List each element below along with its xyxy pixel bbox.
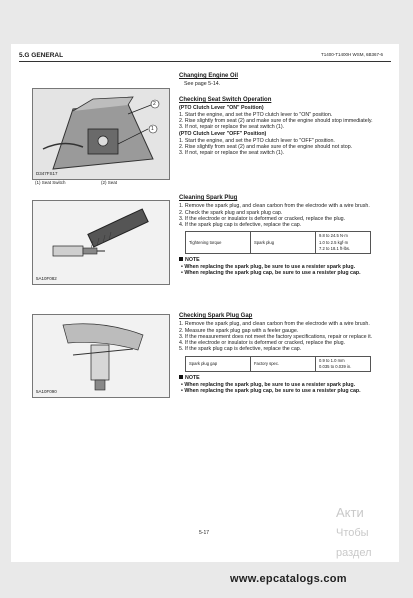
- step: 4. If the electrode or insulator is deformed or cracked, replace the plug.: [179, 340, 346, 347]
- engine-oil-text: See page 5-14.: [184, 81, 221, 88]
- figure-code: D347FS17: [36, 171, 58, 176]
- note-square-icon: [179, 257, 183, 261]
- section-engine-oil: [179, 73, 379, 88]
- site-url[interactable]: www.epcatalogs.com: [230, 573, 347, 585]
- step: 1. Remove the spark plug, and clean carbon from the electrode with a wire brush.: [179, 203, 370, 210]
- engine-oil-title: Changing Engine Oil: [179, 73, 238, 79]
- note-item: • When replacing the spark plug cap, be sure to use a resister plug cap.: [181, 269, 361, 276]
- note-text: When replacing the spark plug, be sure to use a resister spark plug.: [184, 263, 356, 270]
- watermark-line: Акти: [336, 505, 364, 520]
- note-label: NOTE: [185, 375, 200, 382]
- spark-plug-gap-figure: [32, 314, 170, 398]
- note-square-icon: [179, 375, 183, 379]
- model-code: T1400-T1400H WSM, 6B367-6: [320, 52, 383, 57]
- pto-on-steps: [179, 112, 379, 131]
- step: 3. If the electrode or insulator is deformed or cracked, replace the plug.: [179, 215, 346, 222]
- spark-plug-brush-illustration: [33, 201, 169, 284]
- step: 1. Start the engine, and set the PTO clutch lever to "ON" position.: [179, 111, 333, 118]
- cleaning-steps: [179, 203, 379, 228]
- step: 2. Rise slightly from seat (2) and make sure of the engine should not stop.: [179, 144, 353, 151]
- callout-1: 1: [151, 126, 154, 132]
- note-text: When replacing the spark plug cap, be sure to use a resister plug cap.: [184, 269, 361, 276]
- step: 3. If not, repair or replace the seat switch (1).: [179, 124, 285, 131]
- spec-value: 1.0 to 2.5 kgf·m: [319, 239, 349, 245]
- step: 3. If not, repair or replace the seat switch (1).: [179, 150, 285, 157]
- figure-code: 5A10F090: [36, 389, 57, 394]
- spec-value: 0.035 to 0.039 in.: [319, 364, 352, 370]
- note-label: NOTE: [185, 257, 200, 264]
- gap-spec-table: [185, 356, 371, 373]
- note-text: When replacing the spark plug, be sure to use a resister spark plug.: [184, 381, 356, 388]
- torque-spec-table: [185, 231, 371, 254]
- step: 4. If the spark plug cap is defective, replace the cap.: [179, 222, 302, 229]
- seat-switch-title: Checking Seat Switch Operation: [179, 97, 272, 103]
- section-title: 5.G GENERAL: [19, 52, 64, 59]
- section-cleaning-plug: [179, 195, 379, 276]
- note-item: • When replacing the spark plug, be sure to use a resister spark plug.: [181, 381, 356, 388]
- pto-off-steps: [179, 138, 379, 157]
- page-number: 5-17: [199, 530, 210, 536]
- step: 2. Check the spark plug and spark plug cap.: [179, 209, 283, 216]
- feeler-gauge-illustration: [33, 315, 169, 397]
- header-rule: [19, 61, 391, 62]
- spec-label: Spark plug gap: [186, 356, 251, 372]
- manual-page: [11, 44, 399, 562]
- section-seat-switch: [179, 97, 379, 157]
- figure-code: 5A10F082: [36, 276, 57, 281]
- seat-switch-illustration: [33, 89, 169, 179]
- step: 1. Start the engine, and set the PTO clutch lever to "OFF" position.: [179, 137, 335, 144]
- caption-seat: (2) Seat: [101, 180, 118, 185]
- spec-value: 0.9 to 1.0 mm: [319, 357, 345, 363]
- note-item: • When replacing the spark plug, be sure to use a resister spark plug.: [181, 263, 356, 270]
- spec-item: Factory spec.: [251, 356, 316, 372]
- watermark-line: раздел: [336, 547, 372, 559]
- seat-switch-figure: [32, 88, 170, 180]
- spec-value: 9.8 to 24.5 N·m: [319, 233, 348, 239]
- caption-seat-switch: (1) Seat Switch: [35, 180, 66, 185]
- note-item: • When replacing the spark plug cap, be sure to use a resister plug cap.: [181, 387, 361, 394]
- callout-2: 2: [153, 101, 156, 107]
- spec-item: Spark plug: [251, 232, 316, 254]
- cleaning-plug-title: Cleaning Spark Plug: [179, 195, 238, 201]
- note-text: When replacing the spark plug cap, be sure to use a resister plug cap.: [184, 387, 361, 394]
- step: 2. Measure the spark plug gap with a feeler gauge.: [179, 327, 299, 334]
- step: 3. If the measurement does not meet the factory specifications, repair or replace it.: [179, 333, 373, 340]
- pto-off-heading: (PTO Clutch Lever "OFF" Position): [179, 131, 267, 138]
- plug-gap-title: Checking Spark Plug Gap: [179, 313, 253, 319]
- watermark-line: Чтобы: [336, 527, 369, 539]
- spec-values: [316, 232, 371, 254]
- step: 5. If the spark plug cap is defective, replace the cap.: [179, 346, 302, 353]
- section-plug-gap: [179, 313, 379, 394]
- spec-value: 7.2 to 18.1 ft-lbs.: [319, 246, 351, 252]
- spark-plug-cleaning-figure: [32, 200, 170, 285]
- spec-values: [316, 356, 371, 372]
- step: 1. Remove the spark plug, and clean carbon from the electrode with a wire brush.: [179, 321, 370, 328]
- step: 2. Rise slightly from seat (2) and make sure of the engine should stop immediately.: [179, 117, 373, 124]
- spec-label: Tightening torque: [186, 232, 251, 254]
- pto-on-heading: (PTO Clutch Lever "ON" Position): [179, 105, 264, 112]
- gap-steps: [179, 321, 379, 352]
